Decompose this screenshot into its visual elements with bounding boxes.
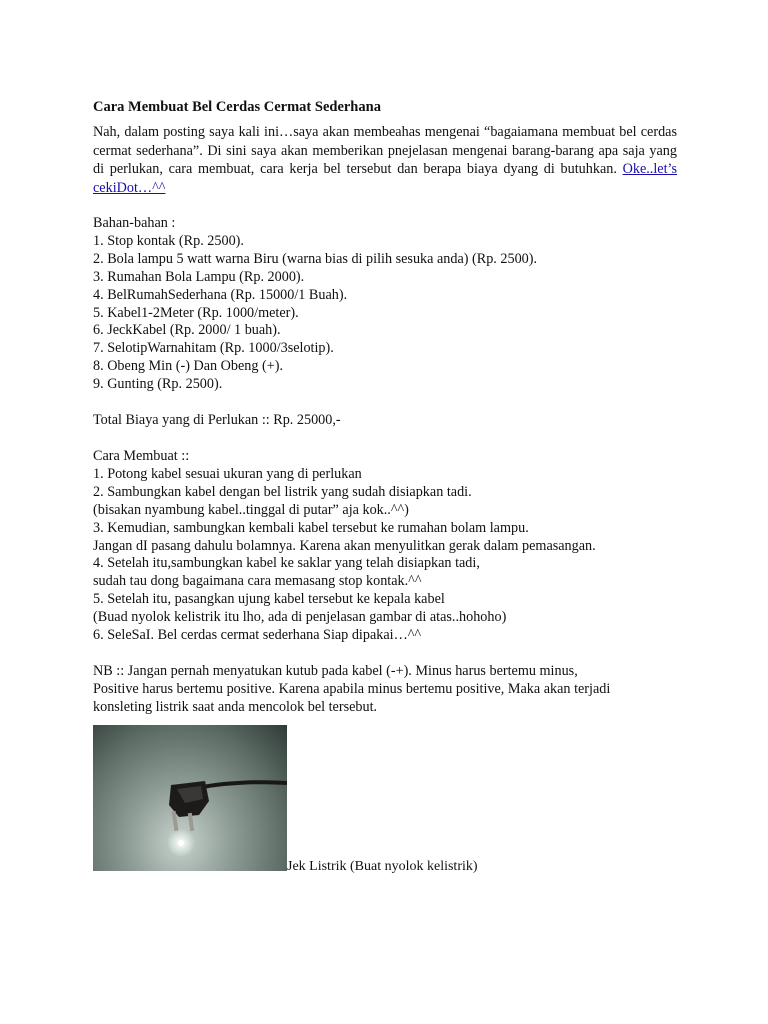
step-line: (bisakan nyambung kabel..tinggal di putar” aja kok..^^) (93, 501, 409, 518)
plug-photo (93, 725, 287, 871)
step-line: Jangan dI pasang dahulu bolamnya. Karena akan menyulitkan gerak dalam pemasangan. (93, 537, 596, 554)
list-item: 1. Stop kontak (Rp. 2500). (93, 232, 244, 249)
step-line: 5. Setelah itu, pasangkan ujung kabel tersebut ke kepala kabel (93, 591, 445, 608)
step-line: 3. Kemudian, sambungkan kembali kabel tersebut ke rumahan bolam lampu. (93, 519, 529, 536)
step-line: sudah tau dong bagaimana cara memasang stop kontak.^^ (93, 573, 422, 590)
list-item: 8. Obeng Min (-) Dan Obeng (+). (93, 358, 284, 375)
step-line: 4. Setelah itu,sambungkan kabel ke saklar yang telah disiapkan tadi, (93, 555, 480, 572)
note-section (93, 663, 677, 717)
document-title: Cara Membuat Bel Cerdas Cermat Sederhana (93, 99, 381, 115)
cekidot-link[interactable]: Oke..let’s cekiDot…^^ (93, 161, 677, 196)
list-item: 9. Gunting (Rp. 2500). (93, 376, 223, 393)
intro-text: Nah, dalam posting saya kali ini…saya akan membeahas mengenai “bagaiamana membuat bel cerdas cermat sederhana”. Di sini saya akan memberikan pnejelasan mengenai barang-barang apa saja yang di perlukan, cara membuat, cara kerja bel tersebut dan berapa biaya dyang di butuhkan. (93, 124, 677, 177)
figure-caption: Jek Listrik (Buat nyolok kelistrik) (287, 858, 478, 874)
intro-paragraph (93, 123, 677, 197)
list-item: 4. BelRumahSederhana (Rp. 15000/1 Buah). (93, 286, 348, 303)
list-item: 6. JeckKabel (Rp. 2000/ 1 buah). (93, 322, 281, 339)
note-line: konsleting listrik saat anda mencolok bel tersebut. (93, 698, 378, 715)
total-cost (93, 412, 677, 430)
step-line: 2. Sambungkan kabel dengan bel listrik yang sudah disiapkan tadi. (93, 483, 472, 500)
total-cost-text: Total Biaya yang di Perlukan :: Rp. 25000,- (93, 412, 341, 429)
list-item: 3. Rumahan Bola Lampu (Rp. 2000). (93, 268, 305, 285)
step-line: 1. Potong kabel sesuai ukuran yang di perlukan (93, 465, 362, 482)
note-line: Positive harus bertemu positive. Karena apabila minus bertemu positive, Maka akan terjadi (93, 680, 611, 697)
step-line: (Buad nyolok kelistrik itu lho, ada di penjelasan gambar di atas..hohoho) (93, 609, 507, 626)
steps-section (93, 448, 677, 645)
list-item: 5. Kabel1-2Meter (Rp. 1000/meter). (93, 304, 299, 321)
document-page (93, 98, 677, 874)
step-line: 6. SeleSaI. Bel cerdas cermat sederhana Siap dipakai…^^ (93, 627, 422, 644)
list-item: 7. SelotipWarnahitam (Rp. 1000/3selotip). (93, 340, 334, 357)
electric-plug-icon (93, 725, 287, 871)
list-item: 2. Bola lampu 5 watt warna Biru (warna bias di pilih sesuka anda) (Rp. 2500). (93, 250, 538, 267)
steps-heading: Cara Membuat :: (93, 447, 190, 464)
materials-heading: Bahan-bahan : (93, 215, 176, 231)
plug-figure (93, 725, 677, 874)
note-line: NB :: Jangan pernah menyatukan kutub pada kabel (-+). Minus harus bertemu minus, (93, 662, 578, 679)
materials-section (93, 215, 677, 394)
